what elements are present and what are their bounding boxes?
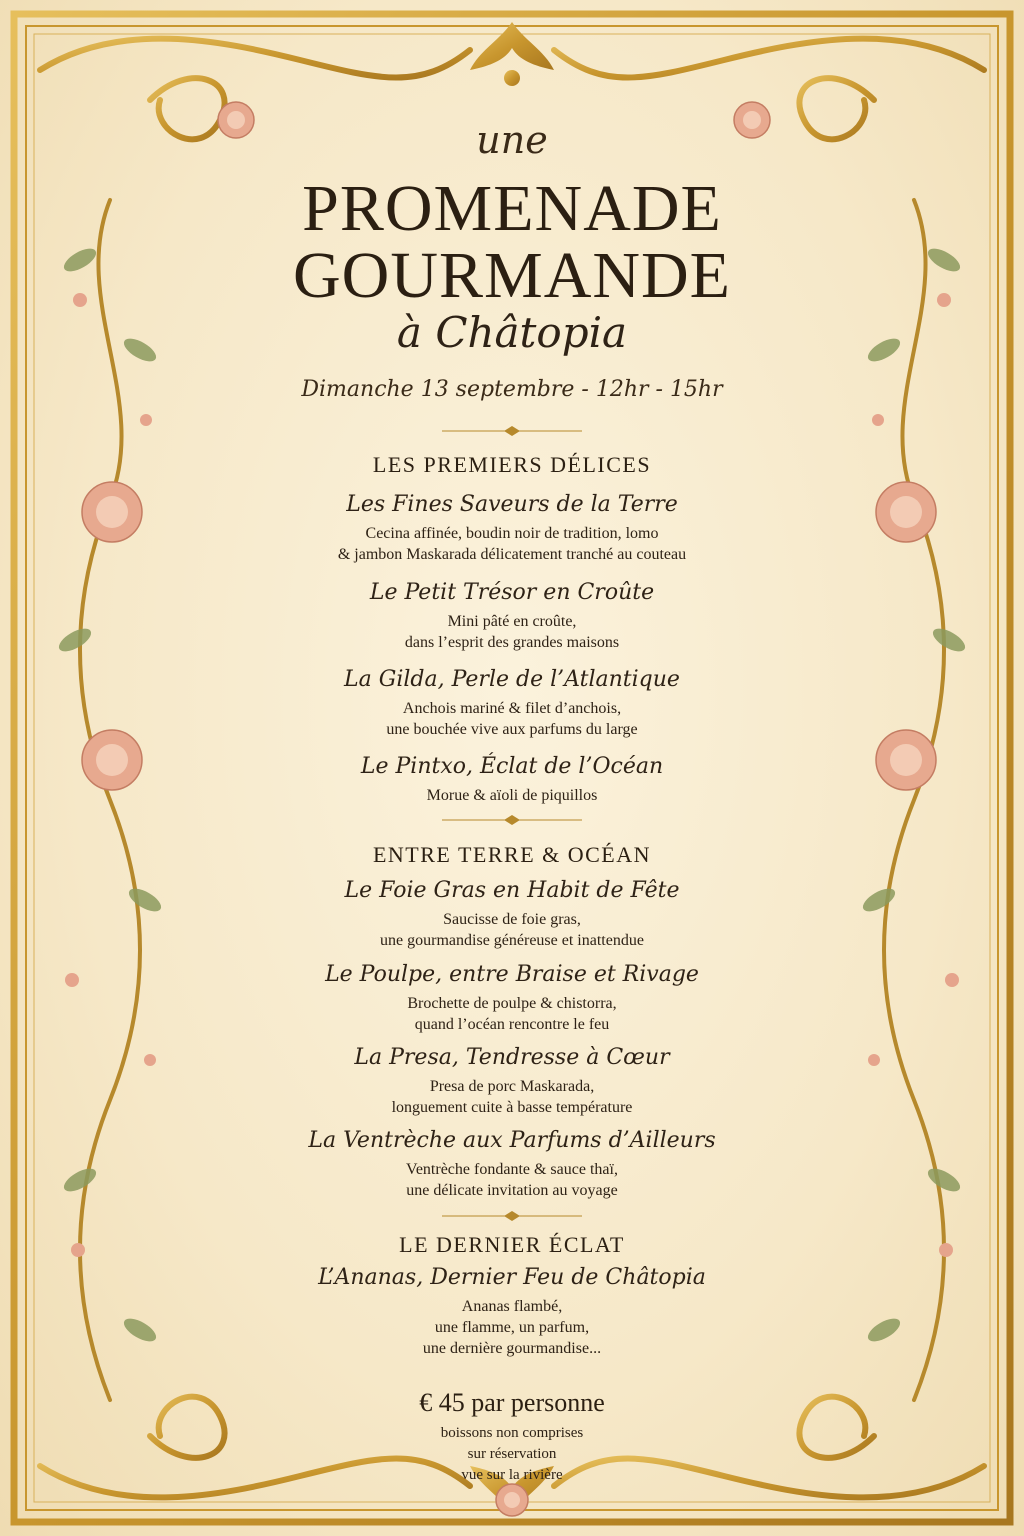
dish-description: Morue & aïoli de piquillos	[426, 787, 598, 804]
dish-description: Anchois mariné & filet d’anchois,	[402, 700, 622, 717]
divider-ornament	[442, 1210, 582, 1222]
dish-name: La Gilda, Perle de l’Atlantique	[344, 667, 680, 692]
event-date: Dimanche 13 septembre - 12hr - 15hr	[301, 377, 723, 402]
section-title: LES PREMIERS DÉLICES	[372, 452, 652, 477]
dish-description: quand l’océan rencontre le feu	[414, 1016, 610, 1033]
dish-description: Ventrèche fondante & sauce thaï,	[406, 1161, 618, 1178]
dish-description: dans l’esprit des grandes maisons	[404, 634, 620, 651]
dish-description: & jambon Maskarada délicatement tranché au couteau	[337, 546, 687, 563]
dish-description: Brochette de poulpe & chistorra,	[407, 995, 617, 1012]
dish-description: une flamme, un parfum,	[434, 1319, 590, 1336]
divider-ornament	[442, 814, 582, 826]
dish-description: une bouchée vive aux parfums du large	[386, 721, 638, 738]
dish-description: Cecina affinée, boudin noir de tradition, lomo	[365, 525, 659, 542]
price: € 45 par personne	[419, 1388, 605, 1417]
dish-name: Les Fines Saveurs de la Terre	[346, 492, 678, 517]
dish-name: La Presa, Tendresse à Cœur	[354, 1045, 670, 1070]
title-line-2: GOURMANDE	[293, 239, 731, 312]
dish-name: L’Ananas, Dernier Feu de Châtopia	[318, 1265, 706, 1290]
venue-subtitle: à Châtopia	[396, 308, 628, 357]
section-title: ENTRE TERRE & OCÉAN	[372, 842, 652, 867]
dish-description: une délicate invitation au voyage	[406, 1182, 618, 1199]
footer-note: vue sur la rivière	[461, 1467, 563, 1483]
dish-name: La Ventrèche aux Parfums d’Ailleurs	[308, 1128, 716, 1153]
dish-description: Saucisse de foie gras,	[443, 911, 581, 928]
dish-name: Le Foie Gras en Habit de Fête	[344, 878, 680, 903]
title-line-1: PROMENADE	[302, 172, 722, 245]
dish-description: Ananas flambé,	[461, 1298, 563, 1315]
dish-name: Le Petit Trésor en Croûte	[369, 580, 655, 605]
footer-note: sur réservation	[467, 1446, 557, 1462]
dish-description: une gourmandise généreuse et inattendue	[380, 932, 644, 949]
title-prefix: une	[476, 118, 548, 162]
footer-note: boissons non comprises	[440, 1425, 584, 1441]
dish-description: Presa de porc Maskarada,	[429, 1078, 595, 1095]
dish-description: Mini pâté en croûte,	[447, 613, 577, 630]
dish-description: une dernière gourmandise...	[422, 1340, 602, 1357]
dish-description: longuement cuite à basse température	[391, 1099, 633, 1116]
dish-name: Le Pintxo, Éclat de l’Océan	[360, 754, 664, 779]
dish-name: Le Poulpe, entre Braise et Rivage	[325, 962, 699, 987]
section-title: LE DERNIER ÉCLAT	[399, 1232, 625, 1257]
divider-ornament	[442, 425, 582, 437]
